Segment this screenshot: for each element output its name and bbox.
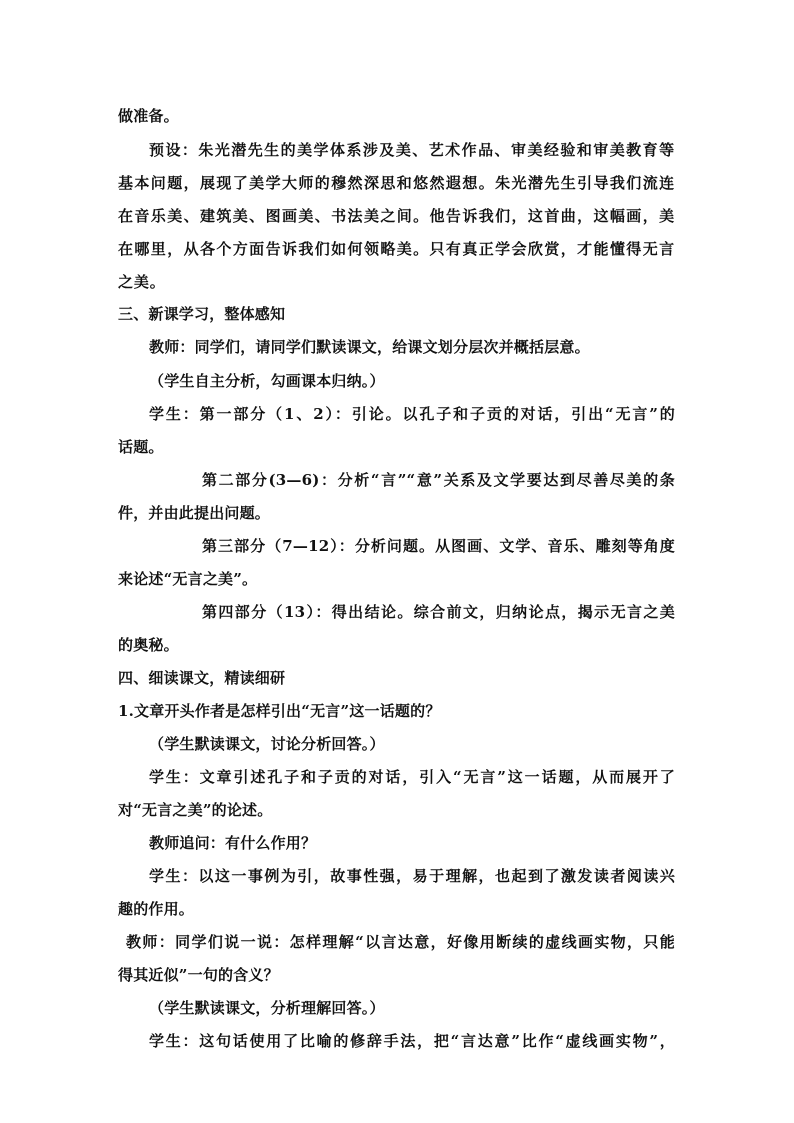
paragraph-line: 学生：以这一事例为引，故事性强，易于理解，也起到了激发读者阅读兴 xyxy=(149,867,675,885)
section-heading: 三、新课学习，整体感知 xyxy=(118,305,286,323)
paragraph-line: （学生自主分析，勾画课本归纳。） xyxy=(149,372,385,390)
paragraph-line: 趣的作用。 xyxy=(118,900,195,918)
question-line: 1.文章开头作者是怎样引出“无言”这一话题的？ xyxy=(118,702,441,720)
section-heading: 四、细读课文，精读细研 xyxy=(118,669,286,687)
paragraph-line: 做准备。 xyxy=(118,107,179,125)
paragraph-line: （学生默读课文，分析理解回答。） xyxy=(149,999,385,1017)
paragraph-line: 在音乐美、建筑美、图画美、书法美之间。他告诉我们，这首曲，这幅画，美 xyxy=(118,207,675,225)
paragraph-line: 得其近似”一句的含义？ xyxy=(118,966,279,984)
paragraph-line: 对“无言之美”的论述。 xyxy=(118,801,273,819)
paragraph-line: 件，并由此提出问题。 xyxy=(118,504,271,522)
paragraph-line: 第四部分（13）：得出结论。综合前文，归纳论点，揭示无言之美 xyxy=(202,603,675,621)
paragraph-line: 第三部分（7—12）：分析问题。从图画、文学、音乐、雕刻等角度 xyxy=(202,537,675,555)
paragraph-line: （学生默读课文，讨论分析回答。） xyxy=(149,735,385,753)
paragraph-line: 话题。 xyxy=(118,438,164,456)
paragraph-line: 教师：同学们说一说：怎样理解“以言达意，好像用断续的虚线画实物，只能 xyxy=(126,933,675,951)
paragraph-line: 第二部分(3—6)：分析“言”“意”关系及文学要达到尽善尽美的条 xyxy=(202,471,675,489)
paragraph-line: 学生：这句话使用了比喻的修辞手法，把“言达意”比作“虚线画实物”， xyxy=(149,1032,675,1050)
paragraph-line: 来论述“无言之美”。 xyxy=(118,570,258,588)
paragraph-line: 教师：同学们，请同学们默读课文，给课文划分层次并概括层意。 xyxy=(149,338,590,356)
paragraph-line: 之美。 xyxy=(118,273,166,291)
paragraph-line: 预设：朱光潜先生的美学体系涉及美、艺术作品、审美经验和审美教育等 xyxy=(149,141,675,159)
paragraph-line: 的奥秘。 xyxy=(118,636,179,654)
paragraph-line: 在哪里，从各个方面告诉我们如何领略美。只有真正学会欣赏，才能懂得无言 xyxy=(118,240,675,258)
paragraph-line: 基本问题，展现了美学大师的穆然深思和悠然遐想。朱光潜先生引导我们流连 xyxy=(118,174,675,192)
paragraph-line: 学生：文章引述孔子和子贡的对话，引入“无言”这一话题，从而展开了 xyxy=(149,768,675,786)
paragraph-line: 学生：第一部分（1、2）：引论。以孔子和子贡的对话，引出“无言”的 xyxy=(149,405,675,423)
paragraph-line: 教师追问：有什么作用？ xyxy=(149,834,317,852)
